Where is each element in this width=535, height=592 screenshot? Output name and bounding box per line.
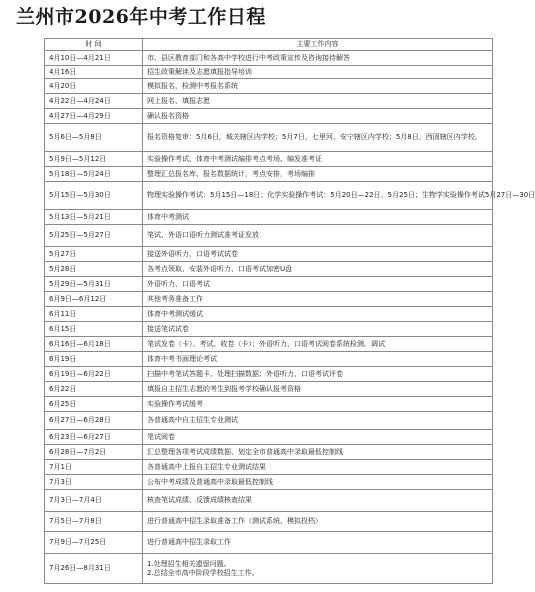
row-work: 市、县区教育部门和各高中学校进行中考政策宣传及咨询接待解答	[143, 51, 493, 66]
row-time: 4月16日	[45, 66, 143, 79]
row-work: 模拟报名，检测中考报名系统	[143, 79, 493, 94]
table-row	[45, 512, 493, 532]
row-work: 填报自主招生志愿的考生到报考学校确认报考资格	[143, 382, 493, 397]
table-row	[45, 51, 493, 66]
row-time: 6月16日—6月18日	[45, 337, 143, 352]
row-work: 物理实验操作考试：5月15日—18日；化学实验操作考试：5月20日—22日、5月25日；生物学实验操作考试5月27日—30日	[143, 182, 493, 210]
row-time: 5月25日—5月27日	[45, 225, 143, 247]
table-row	[45, 247, 493, 262]
row-work: 确认报名资格	[143, 109, 493, 124]
table-row	[45, 475, 493, 490]
row-time: 7月1日	[45, 460, 143, 475]
table-row	[45, 262, 493, 277]
row-time: 6月11日	[45, 307, 143, 322]
row-work: 笔试、外语口语听力测试准考证发放	[143, 225, 493, 247]
work-line: 1.处理招生相关遗留问题。	[147, 559, 231, 568]
row-time: 5月18日—5月24日	[45, 167, 143, 182]
row-work: 各普通高中自主招生专业测试	[143, 412, 493, 430]
row-time: 5月29日—5月31日	[45, 277, 143, 292]
row-time: 7月9日—7月25日	[45, 532, 143, 554]
row-work: 报名资格复审：5月6日，城关辖区内学校；5月7日，七里河、安宁辖区内学校；5月8日，西固辖区内学校。	[143, 124, 493, 152]
row-work: 核查笔试成绩、反馈成绩核查结果	[143, 490, 493, 512]
row-work: 体育中考测试	[143, 210, 493, 225]
schedule-table	[44, 38, 535, 584]
table-row	[45, 307, 493, 322]
table-row	[45, 167, 493, 182]
table-row	[45, 210, 493, 225]
row-work: 进行普通高中招生录取工作	[143, 532, 493, 554]
row-work: 接送笔试试卷	[143, 322, 493, 337]
row-time: 7月5日—7月8日	[45, 512, 143, 532]
row-work: 扫描中考笔试答题卡、处理扫描数据；外语听力、口语考试评卷	[143, 367, 493, 382]
table-row	[45, 367, 493, 382]
work-line: 2.总结全市高中阶段学校招生工作。	[147, 568, 259, 577]
table-row	[45, 94, 493, 109]
table-row	[45, 124, 493, 152]
table-row	[45, 352, 493, 367]
row-work: 体育中考书面理论考试	[143, 352, 493, 367]
table-row	[45, 412, 493, 430]
row-time: 6月25日	[45, 397, 143, 412]
table-row	[45, 152, 493, 167]
table-row	[45, 109, 493, 124]
row-work: 各考点领取、安装外语听力、口语考试加密U盘	[143, 262, 493, 277]
row-work: 招生政策解读及志愿填报指导培训	[143, 66, 493, 79]
row-time: 4月27日—4月29日	[45, 109, 143, 124]
row-work: 各普通高中上报自主招生专业测试结果	[143, 460, 493, 475]
header-work: 主要工作内容	[143, 39, 493, 51]
header-time: 时 间	[45, 39, 143, 51]
table-row	[45, 554, 493, 584]
row-work: 笔试阅卷	[143, 430, 493, 445]
row-time: 5月28日	[45, 262, 143, 277]
table-row	[45, 430, 493, 445]
row-work: 汇总整理各项考试成绩数据、划定全市普通高中录取最低控制线	[143, 445, 493, 460]
table-row	[45, 66, 493, 79]
table-row	[45, 182, 493, 210]
row-time: 4月10日—4月21日	[45, 51, 143, 66]
row-time: 6月15日	[45, 322, 143, 337]
table-row	[45, 322, 493, 337]
table-row	[45, 460, 493, 475]
table-row	[45, 382, 493, 397]
table-row	[45, 397, 493, 412]
row-work: 实验操作考试缓考	[143, 397, 493, 412]
row-time: 6月27日—6月28日	[45, 412, 143, 430]
row-time: 4月22日—4月24日	[45, 94, 143, 109]
row-work: 接送外语听力、口语考试试卷	[143, 247, 493, 262]
row-time: 6月19日—6月22日	[45, 367, 143, 382]
row-work: 进行普通高中招生录取准备工作（测试系统、模拟投档）	[143, 512, 493, 532]
table-row	[45, 532, 493, 554]
row-work: 整理汇总报名库、报名数据统计，考点安排，考场编排	[143, 167, 493, 182]
row-time: 5月9日—5月12日	[45, 152, 143, 167]
table-row	[45, 277, 493, 292]
row-time: 6月28日—7月2日	[45, 445, 143, 460]
row-time: 4月20日	[45, 79, 143, 94]
row-time: 7月3日	[45, 475, 143, 490]
table-row	[45, 490, 493, 512]
row-time: 5月27日	[45, 247, 143, 262]
table-row	[45, 225, 493, 247]
table-row	[45, 445, 493, 460]
row-work	[143, 554, 493, 584]
row-time: 5月15日—5月30日	[45, 182, 143, 210]
row-time: 5月6日—5月8日	[45, 124, 143, 152]
row-work: 笔试发卷（卡）、考试、收卷（卡）；外语听力、口语考试阅卷系统检测、调试	[143, 337, 493, 352]
row-time: 6月19日	[45, 352, 143, 367]
table-row	[45, 292, 493, 307]
table-row	[45, 337, 493, 352]
row-time: 6月22日	[45, 382, 143, 397]
row-work: 网上报名、填报志愿	[143, 94, 493, 109]
row-work: 公布中考成绩及普通高中录取最低控制线	[143, 475, 493, 490]
row-work: 实验操作考试、体育中考测试编排考点考场、编发准考证	[143, 152, 493, 167]
table-row	[45, 79, 493, 94]
row-time: 5月13日—5月21日	[45, 210, 143, 225]
row-work: 外语听力、口语考试	[143, 277, 493, 292]
row-time: 6月23日—6月27日	[45, 430, 143, 445]
row-time: 6月9日—6月12日	[45, 292, 143, 307]
row-work: 体育中考测试缓试	[143, 307, 493, 322]
row-work: 其他考务准备工作	[143, 292, 493, 307]
page-title: 兰州市2026年中考工作日程	[16, 6, 266, 28]
row-time: 7月3日—7月4日	[45, 490, 143, 512]
row-time: 7月26日—8月31日	[45, 554, 143, 584]
